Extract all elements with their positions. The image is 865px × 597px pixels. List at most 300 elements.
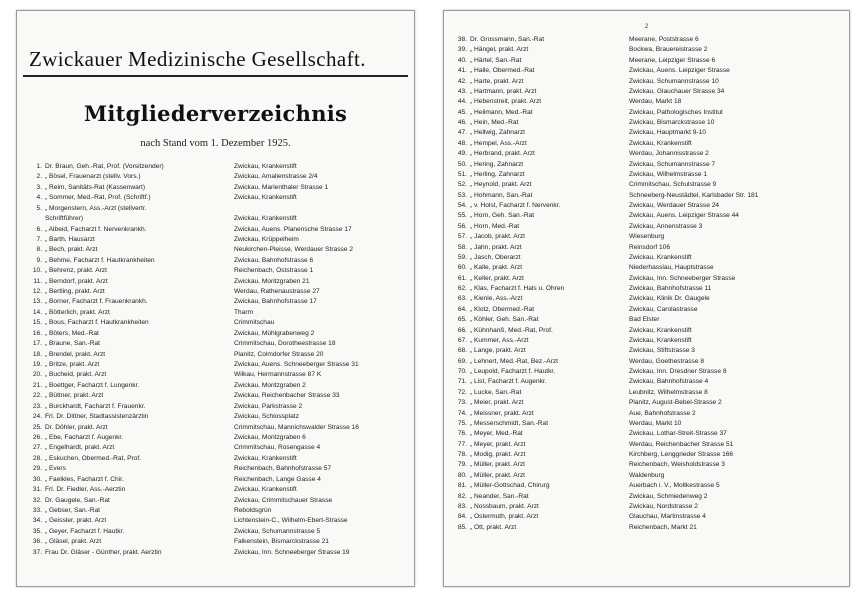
member-row	[450, 429, 846, 439]
member-name: „ Bucheid, prakt. Arzt	[45, 371, 107, 379]
member-row	[25, 318, 411, 328]
member-number: 6.	[36, 225, 42, 233]
member-row	[25, 308, 411, 318]
member-name: „ Hebenstreit, prakt. Arzt	[470, 98, 542, 106]
member-number: 50.	[457, 160, 467, 168]
member-name: „ Faelkles, Facharzt f. Chir.	[45, 475, 124, 483]
member-number: 55.	[457, 212, 467, 220]
member-number: 76.	[457, 430, 467, 438]
member-row	[450, 87, 846, 97]
member-name: „ Brendel, prakt. Arzt	[45, 350, 106, 358]
member-address: Werdau, Goethestrasse 8	[629, 357, 705, 365]
member-address: Zwickau, Schumannstrasse 7	[629, 160, 716, 168]
member-name: „ Hempel, Ass.-Arzt	[470, 139, 527, 147]
member-address: Zwickau, Mühlgrabenweg 2	[234, 329, 315, 337]
member-row	[25, 443, 411, 453]
member-number: 49.	[457, 150, 467, 158]
member-number: 36.	[32, 538, 42, 546]
member-row	[450, 253, 846, 263]
header-rule	[23, 75, 408, 77]
member-address: Crimmitschau, Rosengasse 4	[234, 444, 321, 452]
member-address: Zwickau, Moritzgraben 6	[234, 433, 306, 441]
member-row	[450, 346, 846, 356]
member-row	[450, 128, 846, 138]
member-address: Zwickau, Inn. Schneeberger Strasse	[629, 274, 736, 282]
member-address: Zwickau, Schmiedenweg 2	[629, 492, 708, 500]
member-row	[25, 235, 411, 245]
member-row	[450, 471, 846, 481]
member-row	[450, 97, 846, 107]
member-row	[25, 329, 411, 339]
member-row	[450, 232, 846, 242]
member-row	[450, 180, 846, 190]
member-row	[450, 139, 846, 149]
member-name: „ Behme, Facharzt f. Hautkrankheiten	[45, 256, 155, 264]
member-row	[25, 537, 411, 547]
member-name: „ Neander, San.-Rat	[470, 492, 529, 500]
member-number: 21.	[32, 381, 42, 389]
member-row	[450, 492, 846, 502]
member-name: Dr. Grossmann, San.-Rat	[470, 36, 545, 43]
member-number: 82.	[457, 492, 467, 500]
member-row	[25, 391, 411, 401]
member-address: Werdau, Markt 10	[629, 419, 682, 427]
member-address: Zwickau, Bismarckstrasse 10	[629, 119, 715, 126]
member-address: Zwickau, Reichenbacher Strasse 33	[234, 392, 340, 400]
member-name: „ Bertling, prakt. Arzt	[45, 288, 105, 296]
member-row	[450, 336, 846, 346]
member-number: 33.	[32, 506, 42, 514]
member-number: 20.	[32, 371, 42, 379]
member-name: „ Hartmann, prakt. Arzt	[470, 87, 537, 95]
member-row	[450, 294, 846, 304]
member-number: 73.	[457, 399, 467, 407]
member-address: Zwickau, Schumannstrasse 10	[629, 77, 719, 85]
member-number: 51.	[457, 170, 467, 178]
member-number: 23.	[32, 402, 42, 410]
member-name: „ Hein, Med.-Rat	[470, 119, 519, 126]
member-number: 2.	[36, 173, 42, 181]
member-number: 66.	[457, 326, 467, 334]
society-name: Zwickauer Medizinische Gesellschaft.	[29, 47, 366, 71]
member-address: Zwickau, Stiftstrasse 3	[629, 347, 695, 355]
member-address: Waldenburg	[629, 471, 665, 479]
member-name: „ Müller, prakt. Arzt	[470, 471, 525, 479]
member-name: „ Meyer, Med.-Rat	[470, 430, 523, 438]
member-name: „ Ebe, Facharzt f. Augenkr.	[45, 433, 124, 441]
member-row	[450, 170, 846, 180]
member-name: „ Braune, San.-Rat	[45, 340, 100, 348]
member-address: Zwickau, Glauchauer Strasse 34	[629, 87, 725, 95]
member-number: 58.	[457, 243, 467, 251]
member-address: Reichenbach, Lange Gasse 4	[234, 475, 321, 483]
member-address: Neukirchen-Pleisse, Werdauer Strasse 2	[234, 246, 353, 254]
member-name: „ Eskuchen, Obermed.-Rat, Prof.	[45, 454, 142, 462]
member-address: Aue, Bahnhofstrasse 2	[629, 409, 696, 417]
member-address: Reboldsgrün	[234, 506, 272, 514]
member-row	[450, 77, 846, 87]
member-number: 54.	[457, 202, 467, 209]
member-address: Werdau, Reichenbacher Strasse 51	[629, 440, 734, 448]
member-number: 61.	[457, 274, 467, 282]
member-name: „ Klas, Facharzt f. Hals u. Ohren	[470, 285, 565, 292]
member-name: „ Müller-Gottschad, Chirurg	[470, 482, 550, 490]
member-address: Zwickau, Moritzgraben 2	[234, 381, 306, 389]
member-address: Auerbach i. V., Moltkestrasse 5	[629, 482, 720, 490]
member-row	[450, 512, 846, 522]
member-address: Crimmitschau, Schulstrasse 9	[629, 181, 717, 189]
member-number: 63.	[457, 295, 467, 303]
member-number: 16.	[32, 329, 42, 337]
member-number: 22.	[32, 392, 42, 400]
member-name: „ Jahn, prakt. Arzt	[470, 243, 522, 251]
member-number: 15.	[32, 319, 42, 327]
member-name: „ Lehnert, Med.-Rat, Bez.-Arzt	[470, 357, 558, 365]
member-number: 24.	[32, 413, 42, 421]
member-name: „ Hellwig, Zahnarzt	[470, 129, 525, 137]
member-name: „ Geissler, prakt. Arzt	[45, 517, 107, 525]
member-name: „ Heynold, prakt. Arzt	[470, 181, 532, 189]
member-row	[25, 339, 411, 349]
member-address: Zwickau, Inn. Dresdner Strasse 8	[629, 368, 727, 375]
member-number: 18.	[32, 350, 42, 358]
member-address: Kirchberg, Lenggrieder Strasse 166	[629, 451, 734, 458]
member-row	[450, 160, 846, 170]
member-name: „ Klotz, Obermed.-Rat	[470, 305, 535, 313]
member-row	[450, 274, 846, 284]
member-address: Werdau, Markt 18	[629, 98, 682, 106]
member-address: Crimmitschau, Mannichswalder Strasse 16	[234, 423, 359, 431]
member-number: 37.	[32, 548, 42, 556]
member-name: „ Halle, Obermed.-Rat	[470, 67, 535, 75]
member-address: Reichenbach, Oststrasse 1	[234, 267, 314, 275]
member-row	[450, 211, 846, 221]
member-name: „ Engelhardt, prakt. Arzt	[45, 444, 115, 452]
member-number: 69.	[457, 357, 467, 365]
member-address: Zwickau, Hauptmarkt 9-10	[629, 129, 706, 137]
member-address: Zwickau, Krankenstift	[629, 139, 692, 147]
member-number: 34.	[32, 517, 42, 525]
member-name: „ Behrenz, prakt. Arzt	[45, 267, 107, 275]
member-row	[450, 367, 846, 377]
member-address: Zwickau, Krankenstift	[234, 215, 297, 223]
member-address: Zwickau, Moritzgraben 21	[234, 277, 310, 285]
member-name: „ Lucke, San.-Rat	[470, 388, 522, 396]
member-number: 74.	[457, 409, 467, 417]
member-number: 8.	[36, 246, 42, 254]
member-address: Zwickau, Klinik Dr. Gaugele	[629, 295, 710, 303]
member-name: „ Hängel, prakt. Arzt	[470, 46, 529, 54]
member-address: Zwickau, Krankenstift	[234, 163, 297, 170]
member-name: „ Meissner, prakt. Arzt	[470, 409, 534, 417]
member-name: „ Berndorf, prakt. Arzt	[45, 277, 108, 285]
member-number: 17.	[32, 340, 42, 348]
member-number: 4.	[36, 194, 42, 202]
member-name: „ Lange, prakt. Arzt	[470, 347, 526, 355]
member-name: Frau Dr. Gläser - Günther, prakt. Aerztin	[45, 548, 162, 556]
member-row	[25, 297, 411, 307]
member-row	[25, 433, 411, 443]
member-number: 40.	[457, 56, 467, 64]
right-page	[443, 10, 850, 587]
member-name: „ Borner, Facharzt f. Frauenkrankh.	[45, 298, 148, 306]
member-row	[25, 360, 411, 370]
member-address: Reichenbach, Weisholdstrasse 3	[629, 461, 725, 469]
member-row	[25, 193, 411, 203]
member-number: 27.	[32, 444, 42, 452]
member-address: Zwickau, Auens. Leipziger Strasse	[629, 67, 730, 75]
member-row	[450, 284, 846, 294]
member-address: Zwickau, Nordstrasse 2	[629, 502, 698, 510]
member-address: Tharm	[234, 308, 254, 316]
member-number: 75.	[457, 419, 467, 427]
member-number: 11.	[33, 277, 42, 285]
member-row	[25, 516, 411, 526]
member-row	[25, 464, 411, 474]
member-name: „ Kienle, Ass.-Arzt	[470, 295, 523, 303]
member-address: Reichenbach, Markt 21	[629, 523, 697, 531]
member-number: 78.	[457, 451, 467, 458]
member-number: 77.	[457, 440, 467, 448]
member-number: 57.	[457, 233, 467, 241]
member-address: Schneeberg-Neustädtel, Karlsbader Str. 181	[629, 191, 759, 199]
member-address: Zwickau, Wilhelmstrasse 1	[629, 170, 708, 178]
member-row	[450, 377, 846, 387]
member-row	[450, 191, 846, 201]
member-name: „ Ostermuth, prakt. Arzt	[470, 513, 539, 521]
member-address: Glauchau, Martinstrasse 4	[629, 513, 706, 521]
member-number: 71.	[457, 378, 467, 386]
member-address: Meerane, Poststrasse 6	[629, 36, 699, 43]
document-title: Mitgliederverzeichnis	[83, 101, 348, 126]
member-name: „ Bötterlich, prakt. Arzt	[45, 308, 110, 316]
member-name: „ Herbrand, prakt. Arzt	[470, 150, 535, 158]
member-row	[450, 481, 846, 491]
member-number: 59.	[457, 253, 467, 261]
member-address: Zwickau, Bahnhofstrasse 11	[629, 285, 712, 292]
member-name: Dr. Döhler, prakt. Arzt	[45, 423, 108, 431]
member-name: „ Bech, prakt. Arzt	[45, 246, 98, 254]
member-name: „ Kummer, Ass.-Arzt	[470, 336, 529, 344]
member-address: Werdau, Rathenaustrasse 27	[234, 288, 320, 296]
member-number: 44.	[457, 98, 467, 106]
member-address: Crimmitschau, Dorotheestrasse 18	[234, 340, 336, 348]
member-number: 60.	[457, 264, 467, 272]
member-row	[450, 108, 846, 118]
member-address: Bockwa, Brauereistrasse 2	[629, 46, 708, 54]
member-row	[25, 183, 411, 193]
member-name: „ Kühnhanß, Med.-Rat, Prof.	[470, 326, 553, 334]
member-name: „ Hering, Zahnarzt	[470, 160, 524, 168]
member-address: Zwickau, Krankenstift	[234, 454, 297, 462]
member-name: „ Barth, Hausarzt	[45, 235, 95, 243]
member-number: 48.	[457, 139, 467, 147]
member-name: „ Kalle, prakt. Arzt	[470, 264, 523, 272]
member-name: „ Müller, prakt. Arzt	[470, 461, 525, 469]
member-row	[25, 402, 411, 412]
member-number: 32.	[32, 496, 42, 504]
member-row	[25, 423, 411, 433]
member-name: Dr. Gaugele, San.-Rat	[45, 496, 110, 504]
member-row	[450, 35, 846, 45]
member-number: 35.	[32, 527, 42, 535]
member-address: Wiesenburg	[629, 233, 665, 241]
member-name: „ Keller, prakt. Arzt	[470, 274, 524, 282]
member-row	[25, 266, 411, 276]
member-address: Zwickau, Krankenstift	[629, 336, 692, 344]
member-name: „ Gebser, San.-Rat	[45, 506, 100, 514]
member-address: Falkenstein, Bismarckstrasse 21	[234, 538, 329, 546]
member-number: 67.	[457, 336, 467, 344]
member-number: 64.	[457, 305, 467, 313]
member-name: „ Leupold, Facharzt f. Hautkr.	[470, 368, 556, 375]
member-row	[25, 350, 411, 360]
member-number: 28.	[32, 454, 42, 462]
member-name: „ Härtel, San.-Rat	[470, 56, 522, 64]
member-name: „ Büttner, prakt. Arzt	[45, 392, 104, 400]
member-name: „ Reim, Sanitäts-Rat (Kassenwart)	[45, 183, 146, 191]
member-row	[450, 388, 846, 398]
member-name: „ Harte, prakt. Arzt	[470, 77, 524, 85]
member-row	[450, 357, 846, 367]
member-row	[450, 149, 846, 159]
member-name: „ Albeid, Facharzt f. Nervenkrankh.	[45, 225, 147, 233]
member-name: „ Britze, prakt. Arzt	[45, 361, 100, 369]
member-number: 43.	[457, 87, 467, 95]
member-address: Planitz, Colmdorfer Strasse 20	[234, 350, 324, 358]
member-address: Zwickau, Schumannstrasse 5	[234, 527, 321, 535]
member-row	[25, 162, 411, 172]
member-row	[25, 256, 411, 266]
member-number: 62.	[457, 285, 467, 292]
member-address: Zwickau, Bahnhofstrasse 6	[234, 256, 314, 264]
member-row	[450, 502, 846, 512]
member-name: „ Heilmann, Med.-Rat	[470, 108, 533, 116]
member-row	[25, 204, 411, 214]
member-name: „ Burckhardt, Facharzt f. Frauenkr.	[45, 402, 146, 410]
member-number: 10.	[32, 267, 42, 275]
member-row	[25, 485, 411, 495]
member-address: Zwickau, Carolastrasse	[629, 305, 698, 313]
member-address: Zwickau, Schlossplatz	[234, 413, 299, 421]
member-name: „ Horn, Geh. San.-Rat	[470, 212, 535, 220]
member-name: Schriftführer)	[45, 215, 84, 223]
member-number: 85.	[457, 523, 467, 531]
member-number: 3.	[36, 183, 42, 191]
member-number: 79.	[457, 461, 467, 469]
member-name: „ List, Facharzt f. Augenkr.	[470, 378, 547, 386]
member-number: 5.	[36, 204, 42, 212]
member-number: 39.	[457, 46, 467, 54]
member-number: 19.	[32, 361, 42, 369]
member-address: Zwickau, Auens. Leipziger Strasse 44	[629, 212, 739, 220]
member-row	[450, 315, 846, 325]
member-name: „ v. Holst, Facharzt f. Nervenkr.	[470, 202, 561, 209]
member-number: 12.	[32, 288, 42, 296]
member-number: 65.	[457, 316, 467, 324]
member-name: „ Gläsel, prakt. Arzt	[45, 538, 102, 546]
member-row	[25, 412, 411, 422]
member-name: „ Meyer, prakt. Arzt	[470, 440, 526, 448]
member-address: Zwickau, Krankenstift	[234, 486, 297, 494]
member-name: „ Ott, prakt. Arzt	[470, 523, 517, 531]
member-address: Crimmitschau	[234, 319, 275, 327]
member-name: „ Modig, prakt. Arzt	[470, 451, 526, 458]
member-row	[25, 287, 411, 297]
member-name: „ Morgenstern, Ass.-Arzt (stellvertr.	[45, 204, 147, 212]
member-row	[25, 172, 411, 182]
member-address: Zwickau, Krankenstift	[629, 253, 692, 261]
member-number: 72.	[457, 388, 467, 396]
member-address: Niederhasslau, Hauptstrasse	[629, 264, 714, 272]
member-number: 13.	[32, 298, 42, 306]
member-row	[25, 527, 411, 537]
member-number: 30.	[32, 475, 42, 483]
member-row	[25, 454, 411, 464]
member-name: Dr. Braun, Geh.-Rat, Prof. (Vorsitzender)	[45, 163, 164, 170]
member-number: 29.	[32, 465, 42, 473]
member-number: 84.	[457, 513, 467, 521]
member-name: „ Böters, Med.-Rat	[45, 329, 99, 337]
member-address: Planitz, August-Bebel-Strasse 2	[629, 399, 722, 407]
member-number: 83.	[457, 502, 467, 510]
member-name: „ Horn, Med.-Rat	[470, 222, 520, 230]
member-row	[25, 496, 411, 506]
member-row	[450, 460, 846, 470]
member-address: Zwickau, Marienthaler Strasse 1	[234, 183, 329, 191]
member-number: 70.	[457, 368, 467, 375]
member-number: 26.	[32, 433, 42, 441]
member-address: Zwickau, Annenstrasse 3	[629, 222, 703, 230]
member-name: „ Bous, Facharzt f. Hautkrankheiten	[45, 319, 149, 327]
member-address: Werdau, Johannisstrasse 2	[629, 150, 709, 158]
member-row	[25, 370, 411, 380]
member-name: „ Meier, prakt. Arzt	[470, 399, 524, 407]
member-list-right	[450, 35, 846, 533]
member-number: 46.	[457, 119, 467, 126]
member-name: „ Jacob, prakt. Arzt	[470, 233, 525, 241]
member-number: 7.	[36, 235, 42, 243]
member-number: 9.	[36, 256, 42, 264]
member-row	[25, 225, 411, 235]
member-row	[450, 45, 846, 55]
member-number: 47.	[457, 129, 467, 137]
member-address: Zwickau, Krankenstift	[629, 326, 692, 334]
member-name: „ Geyer, Facharzt f. Hautkr.	[45, 527, 125, 535]
member-row	[450, 398, 846, 408]
member-row	[450, 305, 846, 315]
left-page	[16, 10, 415, 587]
member-row	[450, 118, 846, 128]
member-name: „ Herling, Zahnarzt	[470, 170, 525, 178]
member-number: 38.	[457, 36, 467, 43]
member-row	[450, 523, 846, 533]
member-name: „ Sommer, Med.-Rat, Prof. (Schriftf.)	[45, 194, 151, 202]
member-number: 14.	[32, 308, 42, 316]
member-number: 80.	[457, 471, 467, 479]
member-address: Zwickau, Werdauer Strasse 24	[629, 202, 720, 209]
member-address: Zwickau, Krankenstift	[234, 194, 297, 202]
member-number: 41.	[457, 67, 467, 75]
member-row	[450, 201, 846, 211]
member-row	[450, 450, 846, 460]
member-name: Frl. Dr. Fiedler, Ass.-Aerztin	[45, 486, 126, 494]
member-address: Leubnitz, Wilhelmstrasse 8	[629, 388, 708, 396]
member-address: Zwickau, Lothar-Streit-Strasse 37	[629, 430, 727, 438]
member-address: Zwickau, Bahnhofstrasse 17	[234, 298, 317, 306]
member-address: Zwickau, Crimmitschauer Strasse	[234, 496, 333, 504]
member-address: Zwickau, Pathologisches Institut	[629, 108, 723, 116]
